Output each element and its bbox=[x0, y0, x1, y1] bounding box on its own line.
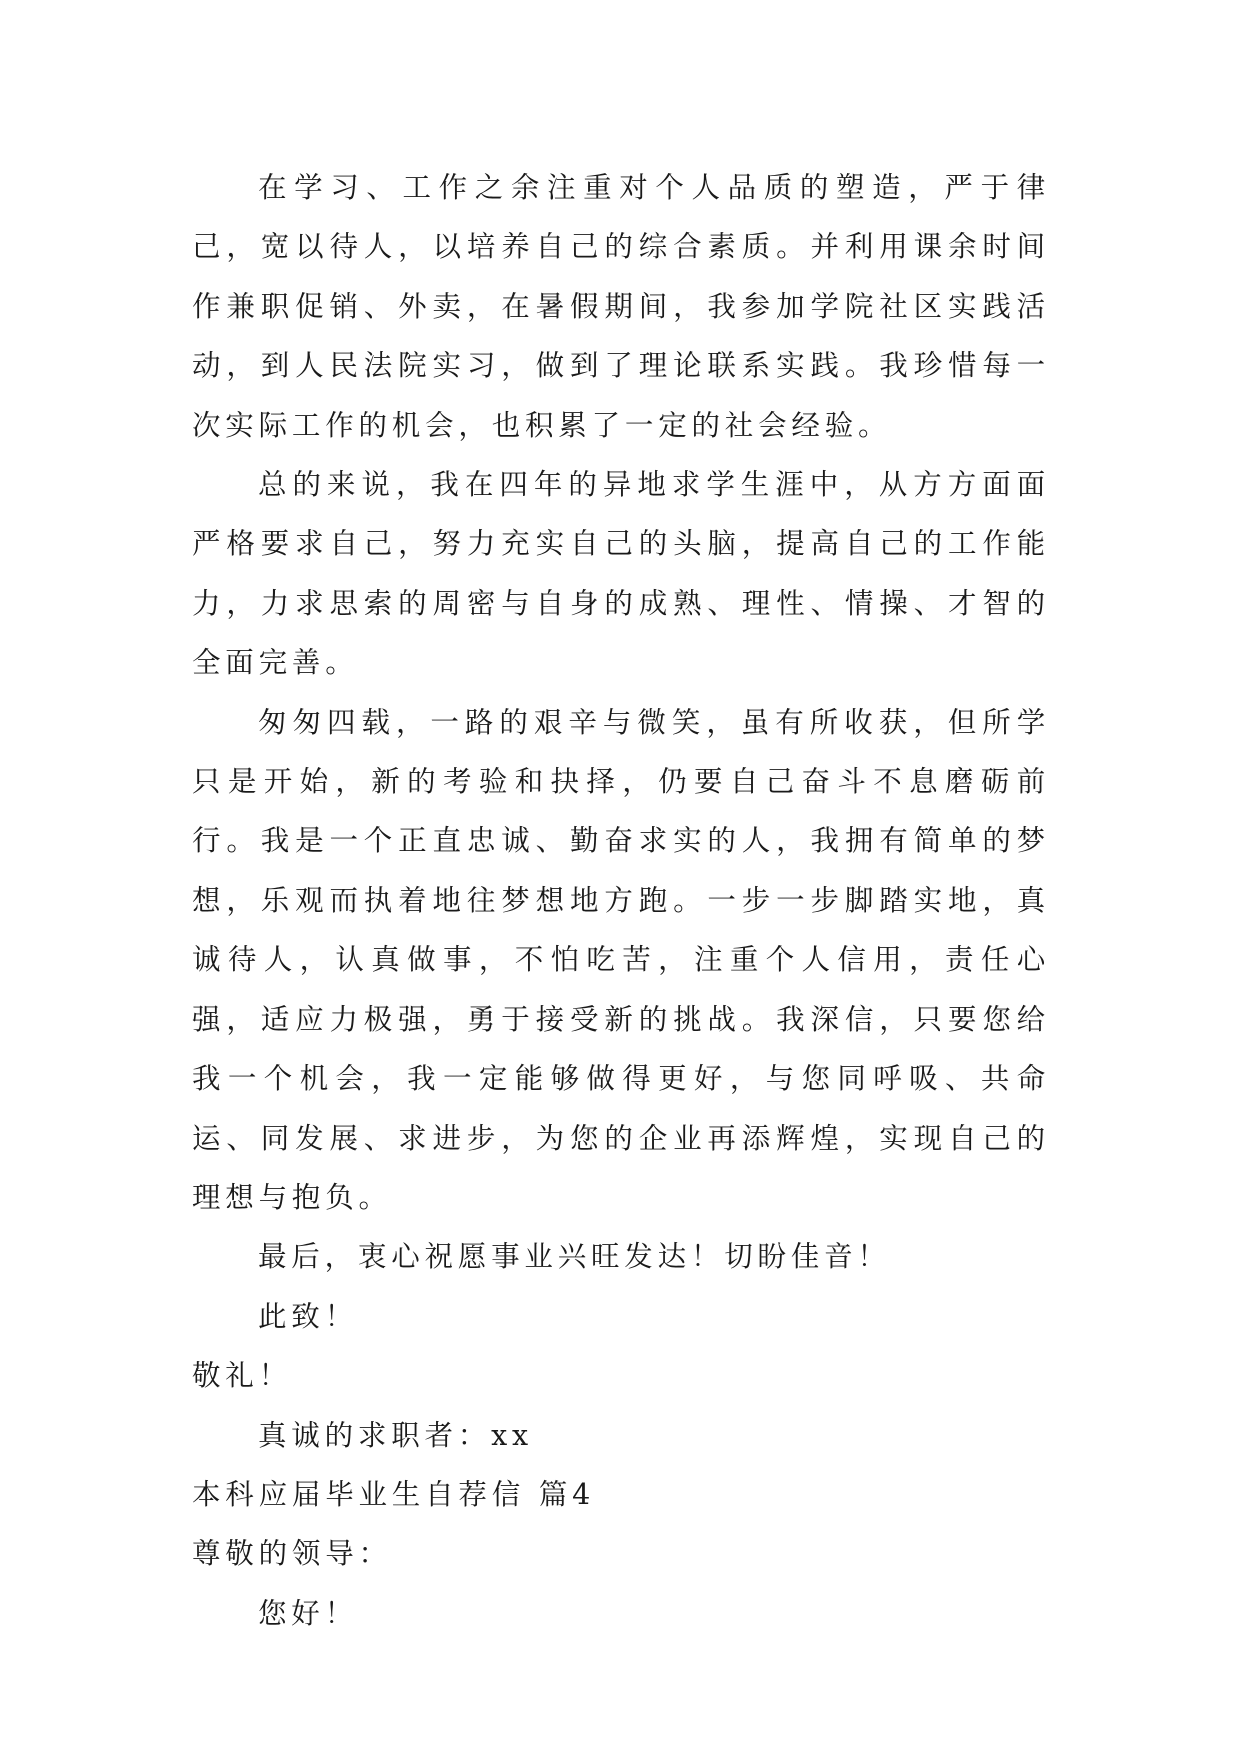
paragraph-personal-qualities: 在学习、工作之余注重对个人品质的塑造，严于律己，宽以待人，以培养自己的综合素质。并利用课余时间作兼职促销、外卖，在暑假期间，我参加学院社区实践活动，到人民法院实习，做到了理论联系实践。我珍惜每一次实际工作的机会，也积累了一定的社会经验。 bbox=[192, 171, 1050, 442]
greeting-hello: 您好！ bbox=[258, 1596, 358, 1630]
salutation-cizhi: 此致！ bbox=[258, 1299, 358, 1333]
salutation-jingli: 敬礼！ bbox=[192, 1359, 292, 1393]
greeting-recipient: 尊敬的领导： bbox=[192, 1537, 392, 1571]
paragraph-summary: 总的来说，我在四年的异地求学生涯中，从方方面面严格要求自己，努力充实自己的头脑，提高自己的工作能力，力求思索的周密与自身的成熟、理性、情操、才智的全面完善。 bbox=[192, 468, 1050, 680]
section-title: 本科应届毕业生自荐信 篇4 bbox=[192, 1477, 596, 1511]
document-body bbox=[192, 158, 1050, 1643]
paragraph-self-assessment: 匆匆四载，一路的艰辛与微笑，虽有所收获，但所学只是开始，新的考验和抉择，仍要自己奋斗不息磨砺前行。我是一个正直忠诚、勤奋求实的人，我拥有简单的梦想，乐观而执着地往梦想地方跑。一步一步脚踏实地，真诚待人，认真做事，不怕吃苦，注重个人信用，责任心强，适应力极强，勇于接受新的挑战。我深信，只要您给我一个机会，我一定能够做得更好，与您同呼吸、共命运、同发展、求进步，为您的企业再添辉煌，实现自己的理想与抱负。 bbox=[192, 705, 1050, 1214]
paragraph-closing-wish: 最后，衷心祝愿事业兴旺发达！切盼佳音！ bbox=[258, 1240, 891, 1274]
signature-line: 真诚的求职者：xx bbox=[258, 1418, 533, 1452]
